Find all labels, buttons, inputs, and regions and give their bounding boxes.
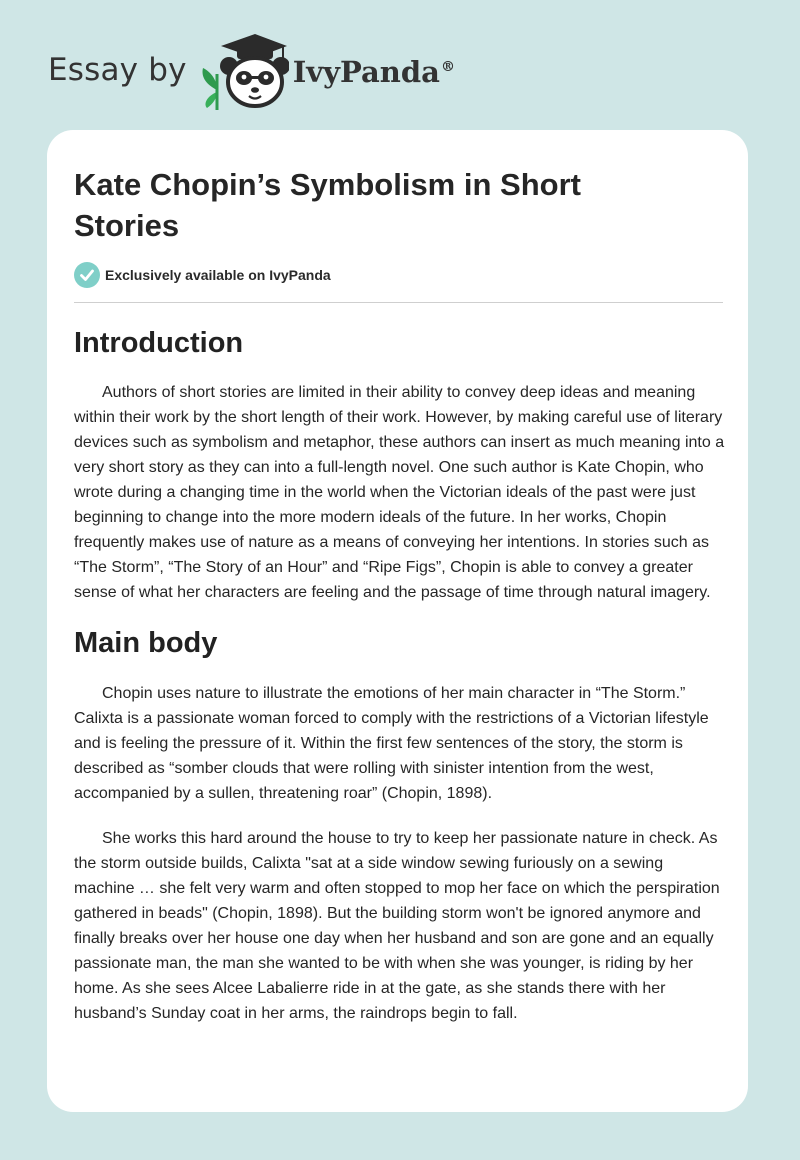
site-brand[interactable] [48,30,455,110]
registered-mark: ® [440,59,455,76]
check-circle-icon [74,262,100,288]
title-divider [74,302,723,303]
panda-graduate-icon [197,30,289,110]
paragraph: She works this hard around the house to try to keep her passionate nature in check. As the storm outside builds, Calixta "sat at a side window sewing furiously on a sewing machine … she felt very warm and often stopped to mop her face on which the perspiration gathered in beads" (Chopin, 1898). But the building storm won't be ignored anymore and finally breaks over her house one day when her husband and son are gone and an equally passionate man, the man she wanted to be with when she was younger, is riding by her home. As she sees Alcee Labalierre ride in at the gate, as she stands there with her husband’s Sunday coat in her arms, the raindrops begin to fall. [74,830,720,1022]
exclusive-badge [74,262,722,288]
paragraph: Authors of short stories are limited in their ability to convey deep ideas and meaning within their work by the short length of their work. However, by making careful use of literary devices such as symbolism and metaphor, these authors can insert as much meaning into a very short story as they can into a full-length novel. One such author is Kate Chopin, who wrote during a changing time in the world when the Victorian ideals of the past were just beginning to change into the more modern ideals of the future. In her works, Chopin frequently makes use of nature as a means of conveying her intentions. In stories such as “The Storm”, “The Story of an Hour” and “Ripe Figs”, Chopin is able to convey a greater sense of what her characters are feeling and the passage of time through natural imagery. [74,384,725,601]
paragraph: Chopin uses nature to illustrate the emotions of her main character in “The Storm.” Calixta is a passionate woman forced to comply with the restrictions of a Victorian lifestyle and is feeling the pressure of it. Within the first few sentences of the story, the storm is described as “somber clouds that were rolling with sinister intention from the west, accompanied by a sullen, threatening roar” (Chopin, 1898). [74,685,709,802]
section-heading: Main body [74,627,218,659]
brand-name: IvyPanda® [292,55,455,89]
section-introduction [74,325,725,605]
section-heading: Introduction [74,327,244,359]
badge-label: Exclusively available on IvyPanda [105,267,331,283]
brand-prefix: Essay by [48,52,187,88]
section-main-body [74,625,722,1026]
article-title: Kate Chopin’s Symbolism in Short Stories [74,167,581,243]
article-card [47,130,748,1112]
